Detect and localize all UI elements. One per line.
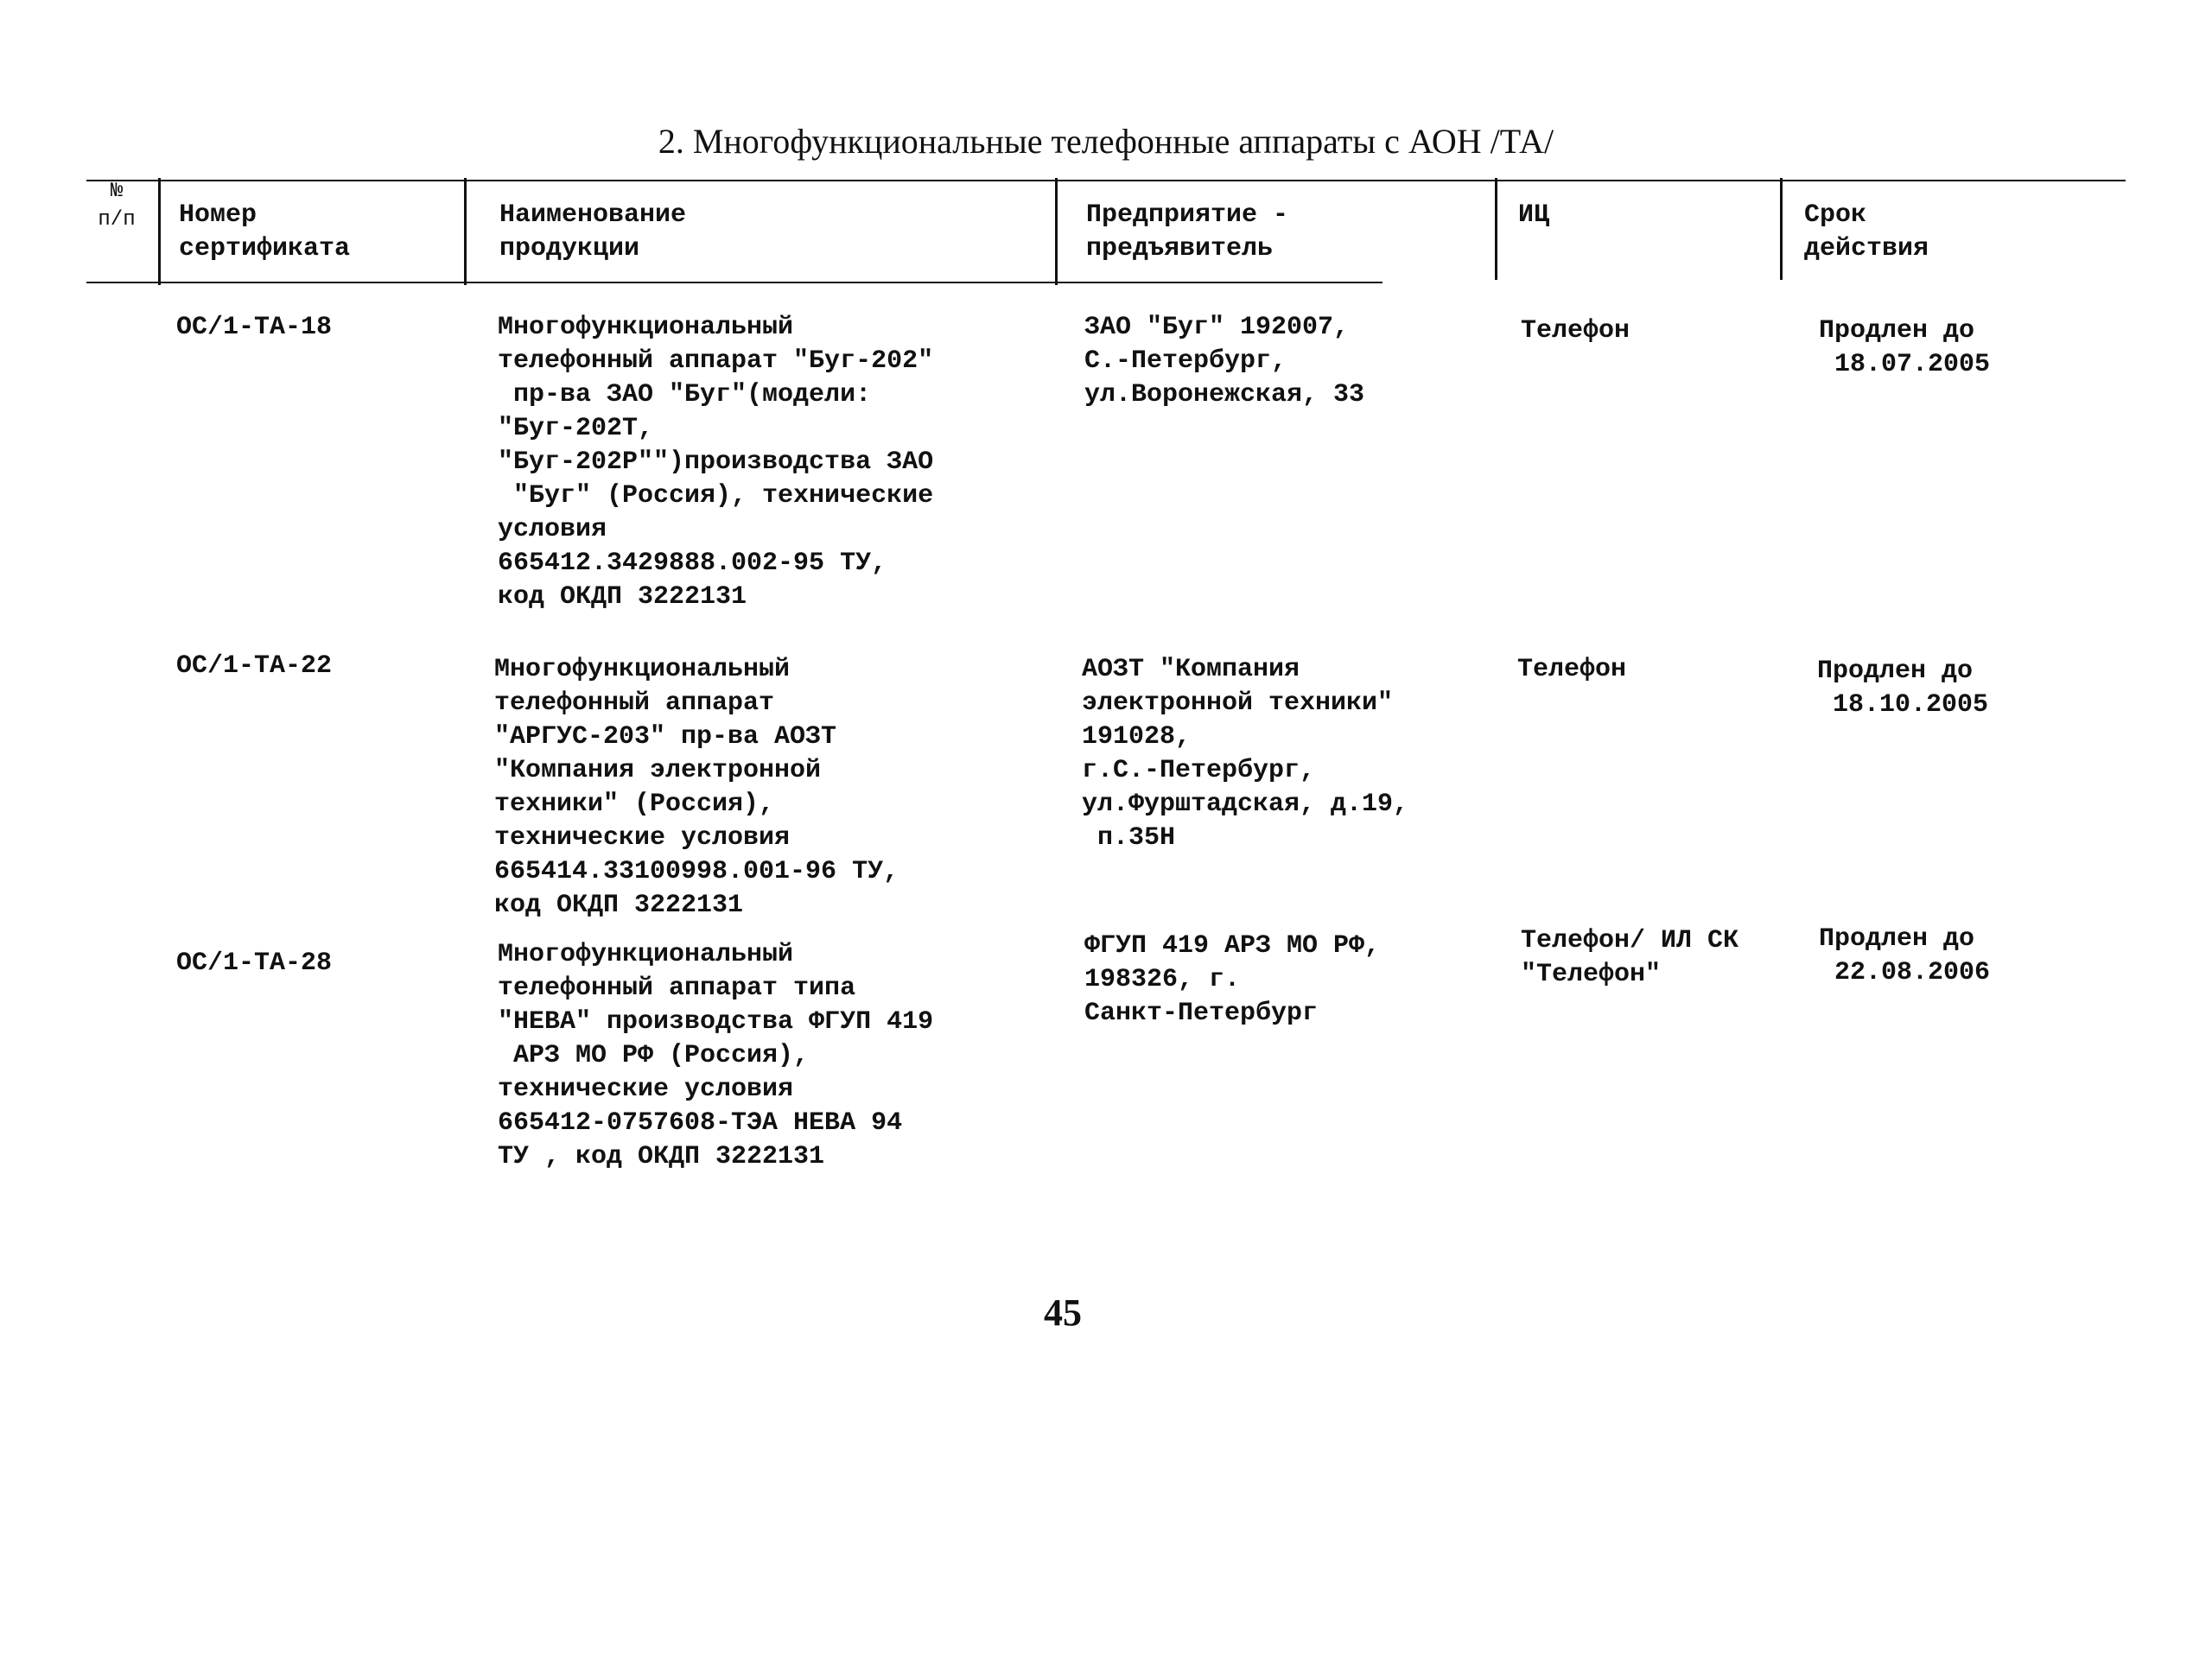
header-validity: Срок действия [1804,200,1929,263]
row-product: Многофункциональный телефонный аппарат типа "НЕВА" производства ФГУП 419 АРЗ МО РФ (Россия), технические условия 665412-0757608-ТЭА НЕВА 94 ТУ , код ОКДП 3222131 [498,940,934,1171]
row-applicant: ФГУП 419 АРЗ МО РФ, 198326, г. Санкт-Петербург [1084,931,1381,1028]
column-divider-1 [158,178,161,285]
row-testing-center: Телефон [1517,655,1627,684]
header-certificate: Номер сертификата [179,200,351,263]
column-divider-4 [1495,178,1497,280]
page-number: 45 [1044,1291,1082,1334]
row-validity: Продлен до 18.10.2005 [1817,657,1989,720]
row-testing-center: Телефон/ ИЛ СК "Телефон" [1521,926,1739,989]
header-bottom-rule-left [86,282,1382,283]
row-certificate: ОС/1-ТА-28 [176,949,333,978]
column-divider-2 [464,178,467,285]
section-title: 2. Многофункциональные телефонные аппараты с АОН /ТА/ [658,122,1554,161]
row-applicant: ЗАО "Буг" 192007, С.-Петербург, ул.Воронежская, 33 [1084,313,1365,409]
table-top-rule [86,180,2126,181]
row-product: Многофункциональный телефонный аппарат "Буг-202" пр-ва ЗАО "Буг"(модели: "Буг-202Т, "Буг-202Р"")производства ЗАО "Буг" (Россия), технические условия 665412.3429888.002-95 ТУ, код ОКДП 3222131 [498,313,934,612]
row-validity: Продлен до 22.08.2006 [1819,924,1991,987]
row-validity: Продлен до 18.07.2005 [1819,316,1991,379]
row-testing-center: Телефон [1521,316,1630,346]
column-divider-3 [1055,178,1058,285]
header-testing-center: ИЦ [1518,200,1550,230]
row-product: Многофункциональный телефонный аппарат "АРГУС-203" пр-ва АОЗТ "Компания электронной техники" (Россия), технические условия 665414.33100998.001-96 ТУ, код ОКДП 3222131 [494,655,899,920]
header-number: № п/п [98,180,136,232]
header-applicant: Предприятие - предъявитель [1086,200,1289,263]
row-applicant: АОЗТ "Компания электронной техники" 191028, г.С.-Петербург, ул.Фурштадская, д.19, п.35Н [1082,655,1409,853]
header-product: Наименование продукции [499,200,687,263]
column-divider-5 [1780,178,1783,280]
row-certificate: ОС/1-ТА-22 [176,651,333,681]
row-certificate: ОС/1-ТА-18 [176,313,333,342]
